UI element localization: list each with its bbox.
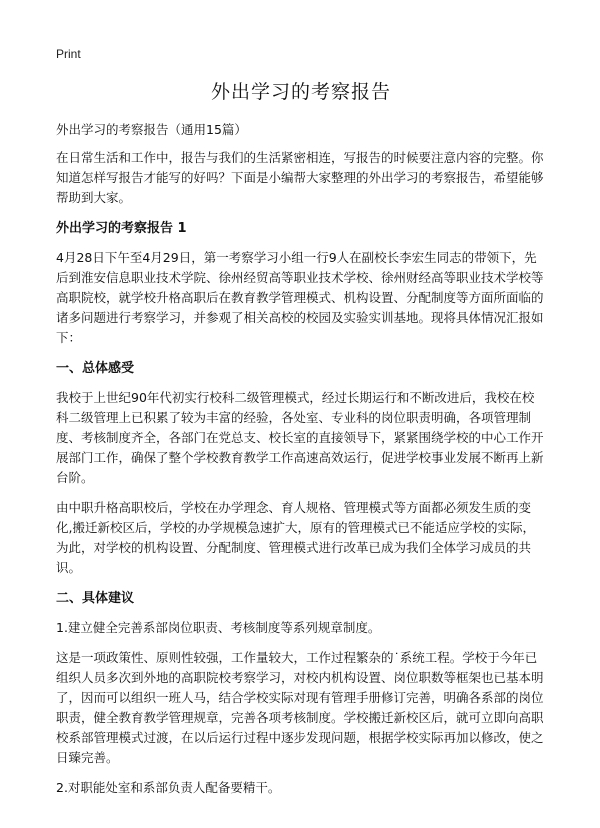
section2-item-1-paragraph: 这是一项政策性、原则性较强，工作量较大，工作过程繁杂的˙系统工程。学校于今年已组织人员多次到外地的高职院校考察学习，对校内机构设置、岗位职数等框架也已基本明了，因而可以组织一班人马，结合学校实际对现有管理手册修订完善，明确各系部的岗位职责，健全教育教学管理规章，完善各项考核制度。学校搬迁新校区后，就可立即向高职校系部管理模式过渡，在以后运行过程中逐步发现问题，根据学校实际再加以修改，使之日臻完善。 [56, 650, 544, 765]
report1-heading: 外出学习的考察报告 1 [56, 221, 187, 236]
article-body [56, 78, 546, 808]
section1-heading: 一、总体感受 [56, 361, 135, 376]
section2-item-1: 1.建立健全完善系部岗位职责、考核制度等系列规章制度。 [56, 620, 381, 635]
intro-paragraph: 在日常生活和工作中，报告与我们的生活紧密相连，写报告的时候要注意内容的完整。你知道怎样写报告才能写的好吗？下面是小编帮大家整理的外出学习的考察报告，希望能够帮助到大家。 [56, 150, 544, 205]
print-link[interactable]: Print [56, 47, 81, 61]
article-subtitle: 外出学习的考察报告（通用15篇） [56, 122, 247, 137]
page-title: 外出学习的考察报告 [210, 81, 391, 103]
report1-paragraph: 4月28日下午至4月29日，第一考察学习小组一行9人在副校长李宏生同志的带领下，先后到淮安信息职业技术学院、徐州经贸高等职业技术学校、徐州财经高等职业技术学校等高职院校，就学校升格高职后在教育教学管理模式、机构设置、分配制度等方面所面临的诸多问题进行考察学习，并参观了相关高校的校园及实验实训基地。现将具体情况汇报如下： [56, 250, 544, 345]
section1-paragraph-1: 我校于上世纪90年代初实行校科二级管理模式，经过长期运行和不断改进后，我校在校科二级管理上已积累了较为丰富的经验，各处室、专业科的岗位职责明确，各项管理制度、考核制度齐全，各部门在党总支、校长室的直接领导下，紧紧围绕学校的中心工作开展部门工作，确保了整个学校教育教学工作高速高效运行，促进学校事业发展不断再上新台阶。 [56, 390, 544, 485]
section2-heading: 二、具体建议 [56, 591, 135, 606]
section1-paragraph-2: 由中职升格高职校后，学校在办学理念、育人规格、管理模式等方面都必须发生质的变化,搬迁新校区后，学校的办学规模急速扩大，原有的管理模式已不能适应学校的实际，为此，对学校的机构设置、分配制度、管理模式进行改革已成为我们全体学习成员的共识。 [56, 500, 535, 575]
section2-item-2: 2.对职能处室和系部负责人配备要精干。 [56, 780, 281, 795]
